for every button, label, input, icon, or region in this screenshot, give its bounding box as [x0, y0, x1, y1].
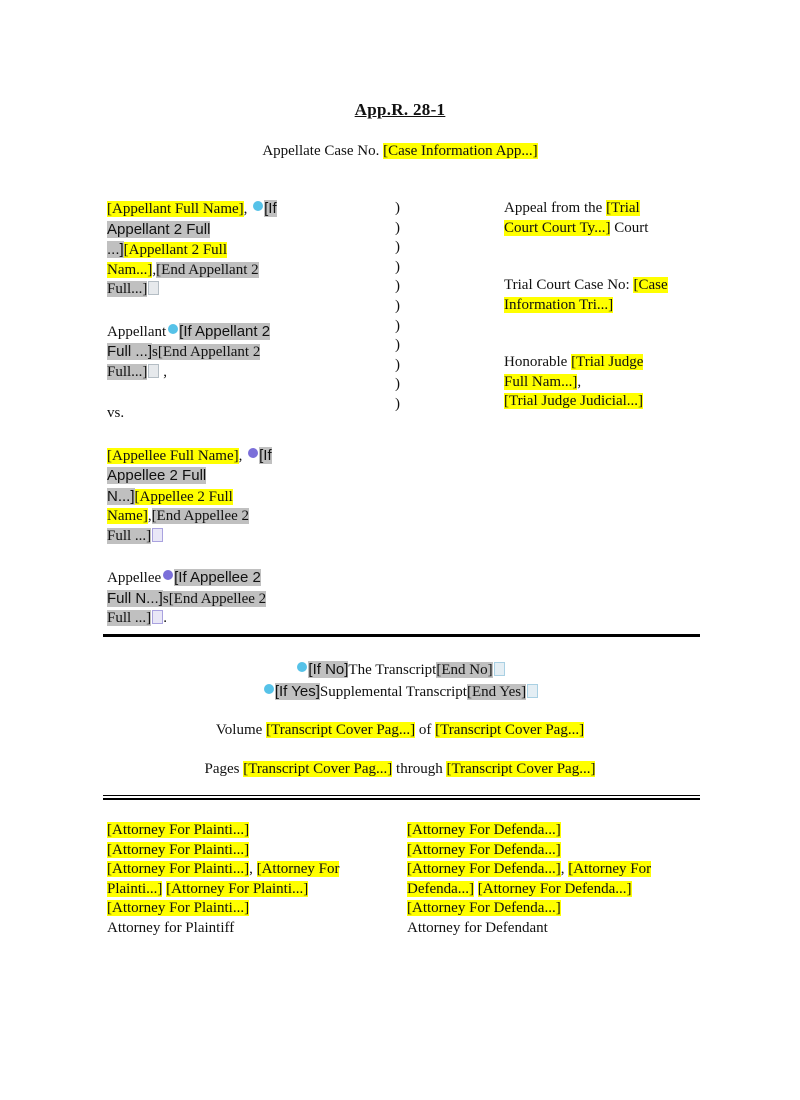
- if-condition-field[interactable]: Appellee 2 Full: [107, 467, 207, 484]
- end-condition-field[interactable]: s: [162, 590, 169, 607]
- merge-field[interactable]: [Transcript Cover Pag...]: [435, 722, 585, 738]
- text-line: [107, 280, 347, 300]
- if-condition-field[interactable]: [If: [259, 446, 272, 464]
- if-condition-field[interactable]: N...]: [107, 487, 135, 505]
- if-condition-field[interactable]: Appellant 2 Full: [107, 220, 211, 238]
- static-text: Volume: [215, 722, 267, 738]
- merge-field[interactable]: [Attorney For Plainti...]: [166, 880, 309, 897]
- trial-judge-block: [504, 353, 729, 412]
- field-end-marker-icon: [152, 610, 163, 624]
- text-line: [504, 373, 729, 393]
- text-line: [107, 446, 347, 467]
- condition-dot-icon: [163, 570, 173, 580]
- end-condition-field[interactable]: Full...]: [107, 363, 148, 380]
- caption-paren: ): [395, 356, 400, 373]
- caption-paren: ): [395, 376, 400, 393]
- end-condition-field[interactable]: [End Appellant 2: [156, 261, 259, 278]
- text-line: [107, 919, 397, 939]
- text-line: [107, 821, 397, 841]
- merge-field[interactable]: Name]: [107, 508, 148, 524]
- section-divider-top: [103, 634, 700, 637]
- merge-field[interactable]: [Appellee 2 Full: [134, 488, 233, 505]
- text-line: [504, 296, 729, 316]
- static-text: ,: [249, 861, 257, 877]
- text-line: [107, 880, 397, 900]
- appeal-info-column: [504, 199, 729, 450]
- caption-paren: ): [395, 278, 400, 295]
- section-divider-bottom: [103, 795, 700, 800]
- text-line: [407, 860, 707, 880]
- condition-dot-icon: [297, 662, 307, 672]
- static-text: Honorable: [504, 354, 572, 370]
- caption-paren: ): [395, 239, 400, 256]
- merge-field[interactable]: [Appellant Full Name]: [107, 201, 244, 217]
- merge-field[interactable]: Full Nam...]: [504, 373, 578, 390]
- if-condition-field[interactable]: Full ...]: [107, 343, 153, 360]
- condition-dot-icon: [253, 201, 263, 211]
- static-text: Attorney for Defendant: [407, 919, 548, 936]
- static-text: Appellee: [107, 570, 162, 586]
- end-condition-field[interactable]: [End Appellee 2: [151, 508, 250, 524]
- defendant-attorney-block: [407, 821, 707, 938]
- text-line: [107, 363, 347, 383]
- case-number-line: [0, 142, 800, 162]
- transcript-if-yes-line: [0, 681, 800, 703]
- condition-dot-icon: [248, 448, 258, 458]
- transcript-section: [0, 659, 800, 703]
- merge-field[interactable]: Defenda...]: [407, 880, 475, 897]
- text-line: [504, 199, 729, 219]
- trial-case-no-block: [504, 276, 729, 315]
- merge-field[interactable]: [Attorney For Plainti...]: [107, 822, 250, 838]
- merge-field[interactable]: [Attorney For Defenda...]: [407, 861, 561, 877]
- caption-left-column: [107, 199, 347, 651]
- appellee-name-block: [107, 446, 347, 547]
- static-text: Trial Court Case No:: [504, 277, 634, 293]
- text-line: [0, 681, 800, 703]
- end-condition-field[interactable]: [End Yes]: [466, 684, 527, 700]
- merge-field[interactable]: [Attorney For Plainti...]: [107, 900, 250, 916]
- end-condition-field[interactable]: Full ...]: [107, 527, 152, 544]
- text-line: [107, 404, 347, 424]
- text-line: [107, 899, 397, 919]
- if-condition-field[interactable]: ...]: [107, 241, 124, 258]
- text-line: [107, 322, 347, 343]
- appeal-from-block: [504, 199, 729, 238]
- appellant-designation-block: [107, 322, 347, 383]
- merge-field[interactable]: [Attorney For: [568, 861, 652, 877]
- text-line: [407, 899, 707, 919]
- versus-text: [107, 404, 347, 424]
- end-condition-field[interactable]: [End No]: [436, 662, 493, 678]
- if-condition-field[interactable]: [If No]: [308, 661, 349, 678]
- static-text: ,: [147, 508, 152, 524]
- field-end-marker-icon: [148, 281, 159, 295]
- pages-line: [0, 760, 800, 780]
- merge-field[interactable]: [Trial Judge: [571, 354, 644, 370]
- merge-field[interactable]: [Transcript Cover Pag...]: [243, 761, 393, 777]
- text-line: [407, 919, 707, 939]
- text-line: [107, 199, 347, 220]
- merge-field[interactable]: [Transcript Cover Pag...]: [446, 761, 596, 777]
- text-line: [107, 342, 347, 363]
- condition-dot-icon: [168, 324, 178, 334]
- text-line: [0, 142, 800, 162]
- volume-line: [0, 721, 800, 741]
- caption-paren: ): [395, 337, 400, 354]
- page-title: App.R. 28-1: [354, 100, 446, 119]
- if-condition-field[interactable]: [If Appellant 2: [179, 322, 271, 340]
- merge-field[interactable]: [Attorney For Defenda...]: [407, 822, 561, 838]
- text-line: [107, 860, 397, 880]
- text-line: [0, 659, 800, 681]
- static-text: Attorney for Plaintiff: [107, 919, 235, 936]
- end-condition-field[interactable]: [End Appellant 2: [157, 344, 261, 360]
- appellant-name-block: [107, 199, 347, 300]
- field-end-marker-icon: [152, 528, 163, 542]
- text-line: [107, 589, 347, 610]
- merge-field[interactable]: [Attorney For Defenda...]: [407, 841, 561, 858]
- merge-field[interactable]: [Case: [633, 277, 668, 293]
- merge-field[interactable]: [Attorney For: [256, 861, 340, 877]
- text-line: [107, 240, 347, 261]
- static-text: Supplemental Transcript: [319, 684, 467, 700]
- field-end-marker-icon: [148, 364, 159, 378]
- static-text: ,: [238, 447, 247, 464]
- field-end-marker-icon: [527, 684, 538, 698]
- if-condition-field[interactable]: [If: [264, 200, 277, 217]
- merge-field[interactable]: [Trial: [606, 200, 640, 216]
- if-condition-field[interactable]: [If Appellee 2: [174, 569, 261, 586]
- static-text: Appellant: [107, 323, 167, 340]
- static-text: Appeal from the: [504, 200, 607, 216]
- merge-field[interactable]: [Attorney For Defenda...]: [477, 880, 632, 897]
- text-line: [107, 568, 347, 589]
- caption-paren: ): [395, 219, 400, 236]
- static-text: ,: [577, 373, 582, 390]
- end-condition-field[interactable]: [End Appellee 2: [168, 590, 267, 607]
- merge-field[interactable]: Information Tri...]: [504, 296, 614, 313]
- static-text: vs.: [107, 405, 125, 421]
- merge-field[interactable]: Court Court Ty...]: [504, 219, 611, 236]
- text-line: [407, 880, 707, 900]
- end-condition-field[interactable]: s: [152, 344, 158, 360]
- text-line: [407, 841, 707, 861]
- merge-field[interactable]: [Transcript Cover Pag...]: [266, 722, 416, 738]
- static-text: The Transcript: [348, 662, 437, 678]
- caption-paren: ): [395, 395, 400, 412]
- text-line: [107, 466, 347, 487]
- static-text: through: [392, 761, 447, 777]
- field-end-marker-icon: [494, 662, 505, 676]
- appellee-designation-block: [107, 568, 347, 629]
- end-condition-field[interactable]: Full ...]: [107, 610, 152, 626]
- merge-field[interactable]: [Appellant 2 Full: [123, 242, 227, 258]
- merge-field[interactable]: Plainti...]: [107, 880, 163, 897]
- static-text: Appellate Case No.: [262, 143, 384, 159]
- caption-paren-column: [395, 199, 400, 415]
- merge-field[interactable]: [Attorney For Plainti...]: [107, 861, 250, 877]
- text-line: [504, 392, 729, 412]
- text-line: [407, 821, 707, 841]
- static-text: ,: [159, 363, 167, 380]
- text-line: [504, 353, 729, 373]
- caption-paren: ): [395, 258, 400, 275]
- condition-dot-icon: [264, 684, 274, 694]
- caption-paren: ): [395, 200, 400, 216]
- if-condition-field[interactable]: Full N...]: [107, 589, 163, 607]
- caption-paren: ): [395, 317, 400, 334]
- caption-paren: ): [395, 297, 400, 314]
- text-line: [504, 276, 729, 296]
- text-line: [107, 841, 397, 861]
- text-line: [107, 609, 347, 629]
- plaintiff-attorney-block: [107, 821, 397, 938]
- text-line: [107, 261, 347, 281]
- merge-field[interactable]: [Case Information App...]: [383, 143, 538, 159]
- text-line: [107, 220, 347, 241]
- text-line: [107, 527, 347, 547]
- static-text: of: [415, 722, 436, 738]
- static-text: ,: [243, 201, 252, 217]
- merge-field[interactable]: [Appellee Full Name]: [107, 447, 239, 464]
- text-line: [0, 760, 800, 780]
- transcript-if-no-line: [0, 659, 800, 681]
- text-line: [504, 219, 729, 239]
- static-text: .: [163, 610, 167, 626]
- text-line: [107, 507, 347, 527]
- static-text: Pages: [204, 761, 244, 777]
- merge-field[interactable]: [Trial Judge Judicial...]: [504, 393, 644, 409]
- text-line: [107, 487, 347, 508]
- text-line: [0, 721, 800, 741]
- merge-field[interactable]: [Attorney For Plainti...]: [107, 841, 250, 858]
- static-text: Court: [610, 219, 649, 236]
- merge-field[interactable]: [Attorney For Defenda...]: [407, 900, 561, 916]
- if-condition-field[interactable]: [If Yes]: [274, 683, 320, 700]
- end-condition-field[interactable]: Full...]: [107, 281, 148, 297]
- static-text: ,: [560, 861, 569, 877]
- merge-field[interactable]: Nam...]: [107, 261, 153, 278]
- static-text: ,: [152, 261, 157, 278]
